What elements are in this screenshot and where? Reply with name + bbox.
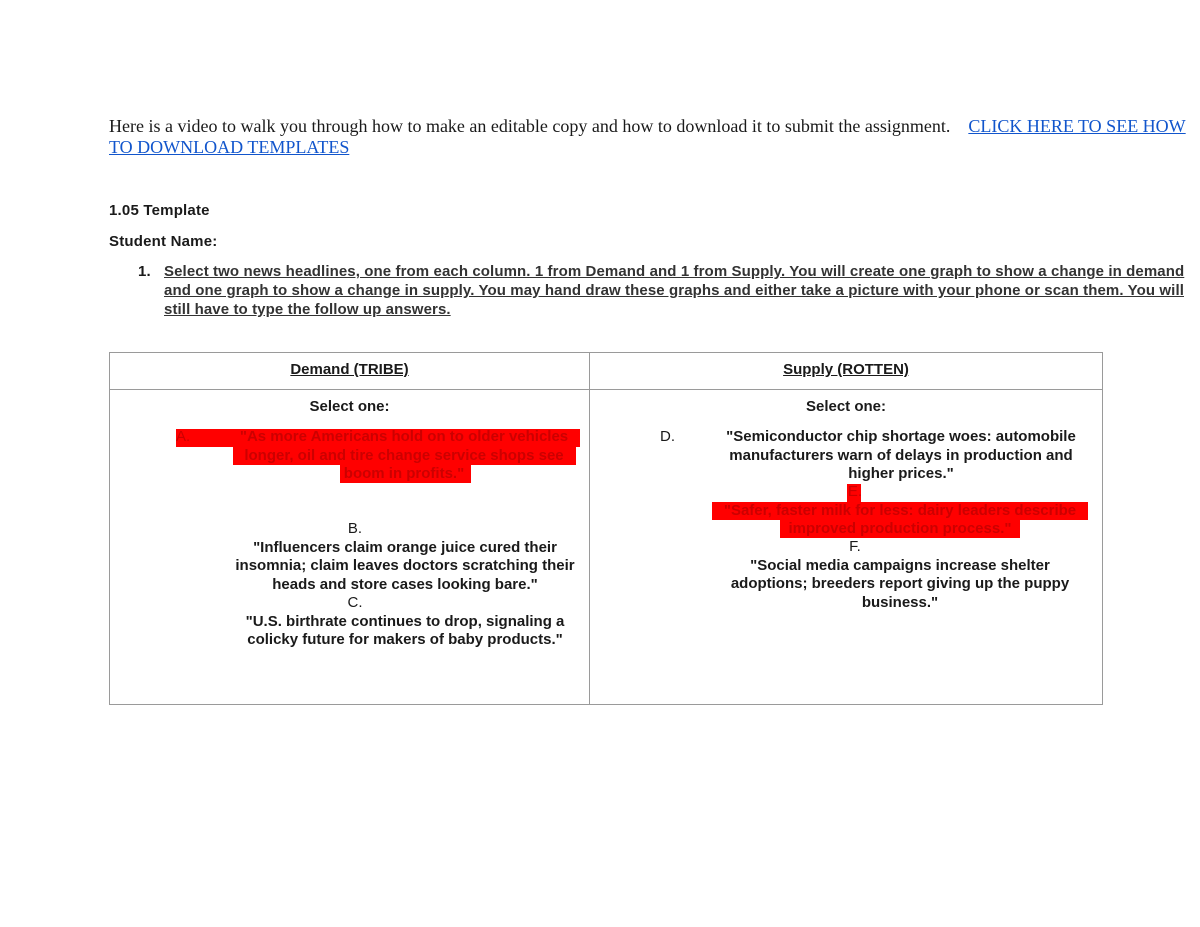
supply-options-cell: [590, 390, 1103, 705]
instruction-text: Select two news headlines, one from each column. 1 from Demand and 1 from Supply. You will create one graph to show a change in demand and one graph to show a change in supply. You may hand draw these graphs and either take a picture with your phone or scan them. You will still have to type the follow up answers.: [164, 263, 1185, 318]
supply-option-f[interactable]: [710, 538, 1090, 612]
demand-header-cell: [110, 353, 590, 390]
instruction-number: 1.: [138, 263, 151, 280]
demand-option-c[interactable]: [220, 594, 590, 650]
template-title: 1.05 Template: [109, 202, 210, 219]
supply-header: Supply (ROTTEN): [783, 361, 909, 378]
intro-paragraph: [109, 116, 1200, 158]
demand-select-label: Select one:: [309, 398, 390, 415]
option-headline: "Semiconductor chip shortage woes: automobile manufacturers warn of delays in production and higher prices.": [726, 428, 1076, 482]
demand-header: Demand (TRIBE): [290, 361, 409, 378]
option-letter: B.: [347, 520, 363, 537]
supply-select-label: Select one:: [805, 398, 887, 415]
headline-table: [109, 352, 1103, 705]
option-headline: "As more Americans hold on to older vehicles longer, oil and tire change service shops see boom in profits.": [239, 428, 569, 482]
option-headline: "Social media campaigns increase shelter adoptions; breeders report giving up the puppy business.": [730, 556, 1070, 611]
option-headline: "Influencers claim orange juice cured their insomnia; claim leaves doctors scratching their heads and store cases looking bare.": [235, 538, 575, 593]
option-letter: C.: [347, 594, 363, 611]
option-letter: F.: [849, 538, 861, 555]
download-templates-link[interactable]: CLICK HERE TO SEE HOW TO DOWNLOAD TEMPLATES: [109, 116, 1186, 157]
option-letter: E.: [847, 483, 863, 500]
demand-option-b[interactable]: [220, 520, 590, 594]
option-headline: "U.S. birthrate continues to drop, signaling a colicky future for makers of baby products.": [245, 612, 565, 648]
option-headline: "Safer, faster milk for less: dairy leaders describe improved production process.": [723, 501, 1077, 537]
option-letter: D.: [660, 428, 675, 445]
demand-options-cell: [110, 390, 590, 705]
supply-header-cell: [590, 353, 1103, 390]
student-name-label: Student Name:: [109, 233, 218, 250]
option-letter: A.: [176, 428, 191, 445]
intro-text: Here is a video to walk you through how to make an editable copy and how to download it to submit the assignment.: [109, 116, 951, 136]
